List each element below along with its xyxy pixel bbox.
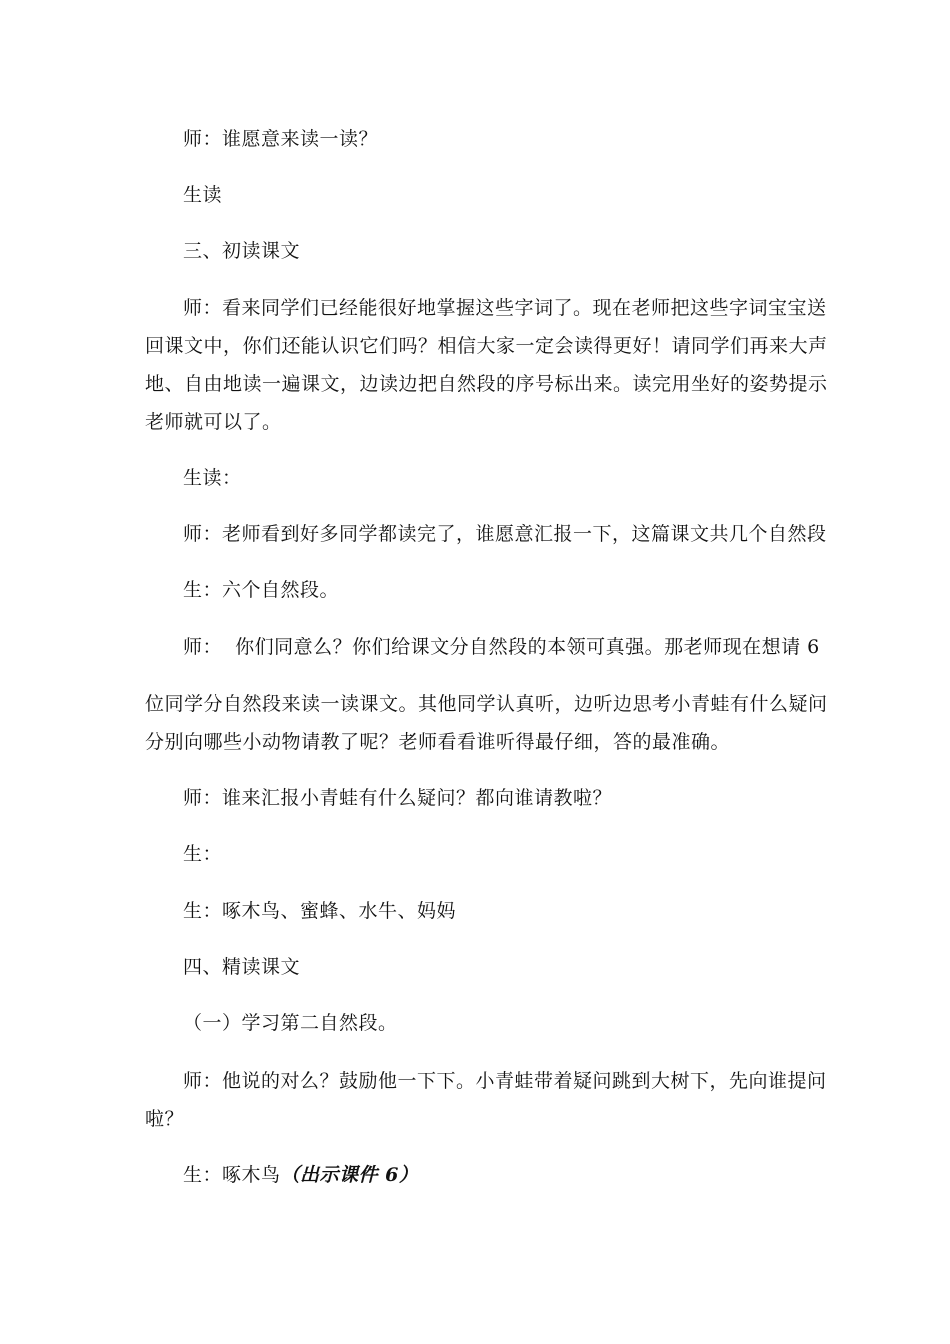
dialogue-student-woodpecker <box>183 1161 418 1189</box>
dialogue-student-read-colon: 生读： <box>183 467 242 489</box>
subsection-heading-1: （一）学习第二自然段。 <box>183 1012 398 1034</box>
paragraph-line: 师： 你们同意么？你们给课文分自然段的本领可真强。那老师现在想请 6 <box>183 636 820 658</box>
paragraph-line: 老师就可以了。 <box>145 411 282 433</box>
courseware-note: （出示课件 6） <box>280 1164 419 1186</box>
paragraph-line: 师：他说的对么？鼓励他一下下。小青蛙带着疑问跳到大树下，先向谁提问 <box>183 1070 827 1092</box>
section-heading-4: 四、精读课文 <box>183 956 301 978</box>
dialogue-student-read: 生读 <box>183 184 223 206</box>
paragraph-line: 回课文中，你们还能认识它们吗？相信大家一定会读得更好！请同学们再来大声 <box>145 335 828 357</box>
paragraph-line: 分别向哪些小动物请教了呢？老师看看谁听得最仔细，答的最准确。 <box>145 731 731 753</box>
paragraph-line: 地、自由地读一遍课文，边读边把自然段的序号标出来。读完用坐好的姿势提示 <box>145 373 828 395</box>
answer-text: 生：啄木鸟 <box>183 1164 281 1186</box>
section-heading-3: 三、初读课文 <box>183 240 301 262</box>
paragraph-line: 啦？ <box>145 1108 185 1130</box>
dialogue-student-six-paragraphs: 生：六个自然段。 <box>183 579 340 601</box>
dialogue-student-blank: 生： <box>183 843 223 865</box>
dialogue-teacher-who-reports: 师：谁来汇报小青蛙有什么疑问？都向谁请教啦？ <box>183 787 613 809</box>
dialogue-teacher-paragraph-count: 师：老师看到好多同学都读完了，谁愿意汇报一下，这篇课文共几个自然段 <box>183 523 827 545</box>
paragraph-line: 师：看来同学们已经能很好地掌握这些字词了。现在老师把这些字词宝宝送 <box>183 297 827 319</box>
dialogue-teacher-ask-read: 师：谁愿意来读一读？ <box>183 128 379 150</box>
paragraph-line: 位同学分自然段来读一读课文。其他同学认真听，边听边思考小青蛙有什么疑问 <box>145 693 828 715</box>
dialogue-student-animals: 生：啄木鸟、蜜蜂、水牛、妈妈 <box>183 900 457 922</box>
